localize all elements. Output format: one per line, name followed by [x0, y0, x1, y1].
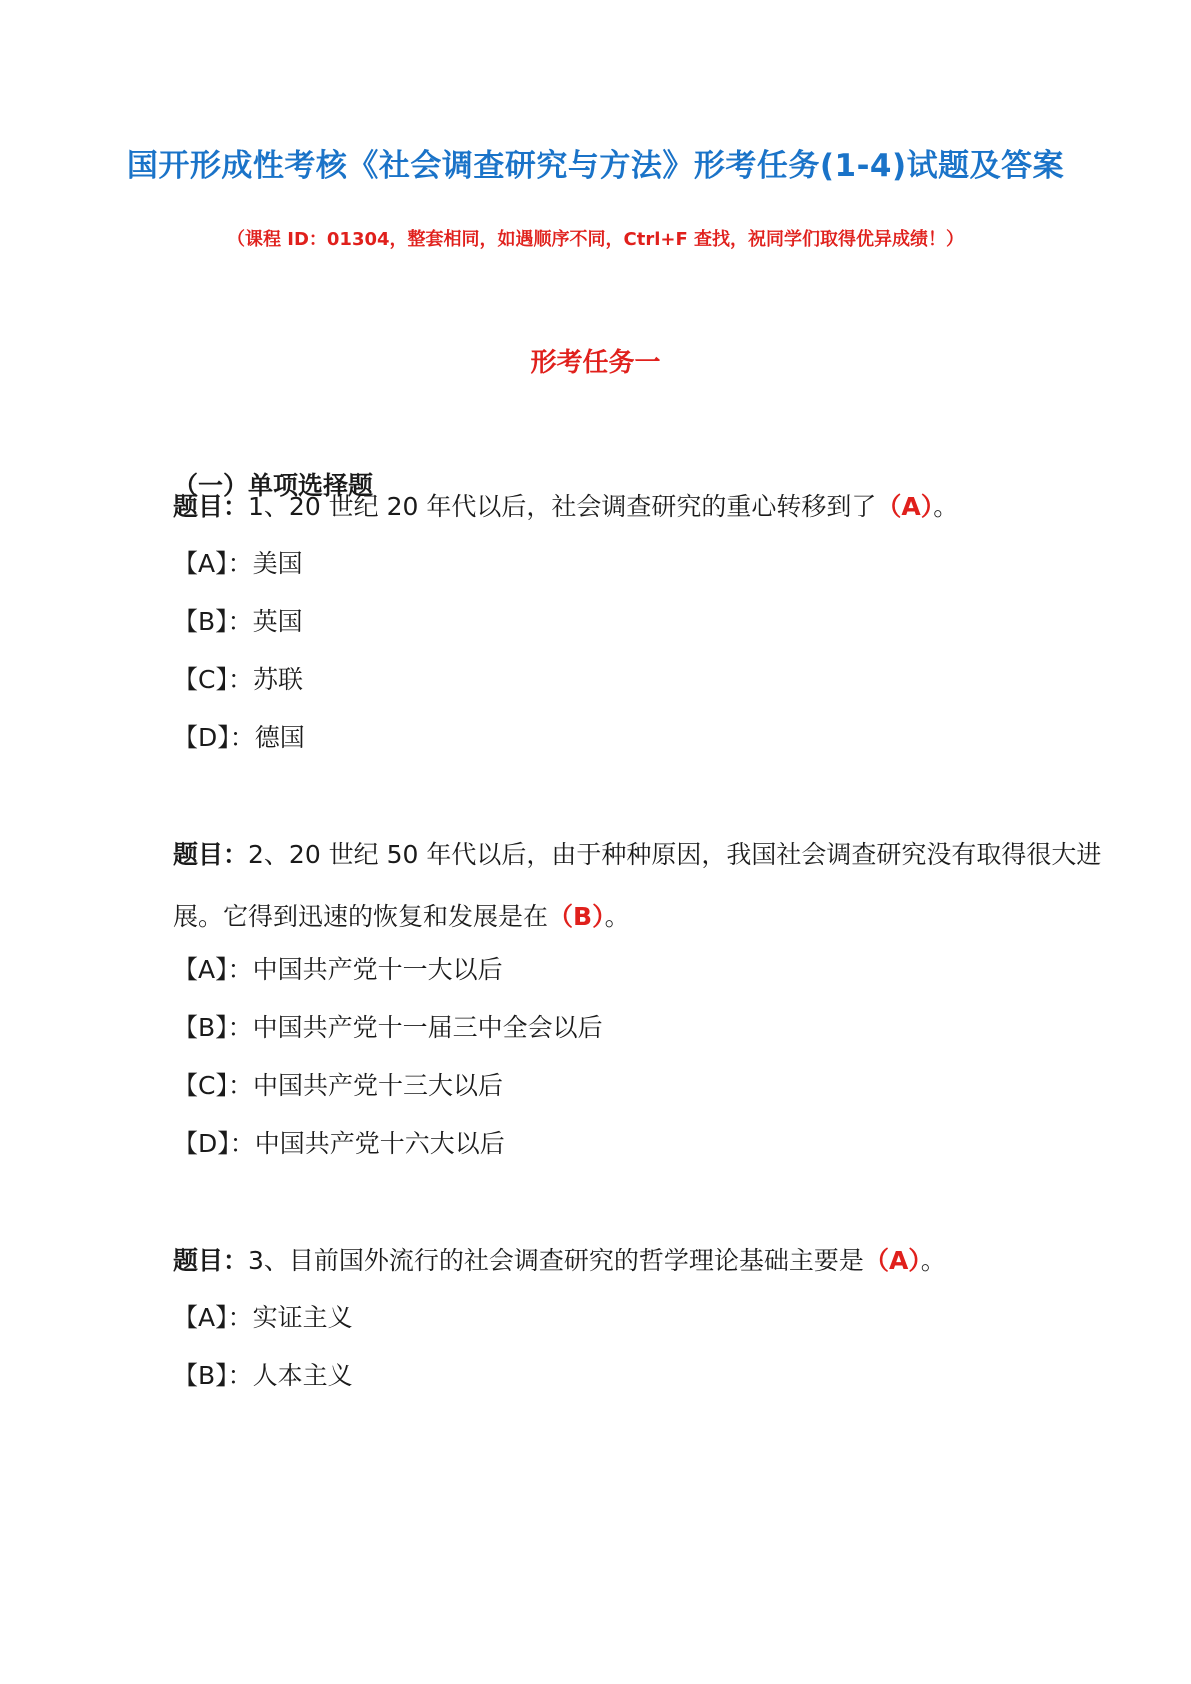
- answer-mark: （A）: [863, 1246, 921, 1275]
- question-end: 。: [920, 1246, 946, 1275]
- question-1: [173, 476, 1103, 538]
- question-prefix: 题目：: [173, 492, 249, 521]
- option-a: 【A】：美国: [173, 549, 303, 578]
- document-subtitle: （课程 ID：01304，整套相同，如遇顺序不同，Ctrl+F 查找，祝同学们取得优异成绩！）: [226, 229, 965, 250]
- option-c: 【C】：中国共产党十三大以后: [173, 1071, 503, 1100]
- option-b: 【B】：人本主义: [173, 1361, 353, 1390]
- question-prefix: 题目：: [173, 840, 249, 869]
- document-title: 国开形成性考核《社会调查研究与方法》形考任务(1-4)试题及答案: [126, 148, 1065, 184]
- option-a: 【A】：实证主义: [173, 1303, 353, 1332]
- question-2: [173, 824, 1103, 948]
- question-prefix: 题目：: [173, 1246, 249, 1275]
- answer-mark: （A）: [876, 492, 934, 521]
- option-b: 【B】：英国: [173, 607, 303, 636]
- section-heading: （一）单项选择题: [173, 471, 374, 500]
- option-a: 【A】：中国共产党十一大以后: [173, 955, 503, 984]
- option-d: 【D】：中国共产党十六大以后: [173, 1129, 505, 1158]
- question-text: 2、20 世纪 50 年代以后，由于种种原因，我国社会调查研究没有取得很大进展。它得到迅速的恢复和发展是在: [173, 840, 1102, 931]
- task-heading: 形考任务一: [530, 348, 661, 378]
- option-b: 【B】：中国共产党十一届三中全会以后: [173, 1013, 603, 1042]
- answer-mark: （B）: [548, 902, 605, 931]
- option-c: 【C】：苏联: [173, 665, 303, 694]
- question-3: [173, 1230, 1103, 1292]
- question-text: 3、目前国外流行的社会调查研究的哲学理论基础主要是: [248, 1246, 864, 1275]
- option-d: 【D】：德国: [173, 723, 305, 752]
- question-text: 1、20 世纪 20 年代以后，社会调查研究的重心转移到了: [248, 492, 877, 521]
- question-end: 。: [604, 902, 630, 931]
- question-end: 。: [933, 492, 959, 521]
